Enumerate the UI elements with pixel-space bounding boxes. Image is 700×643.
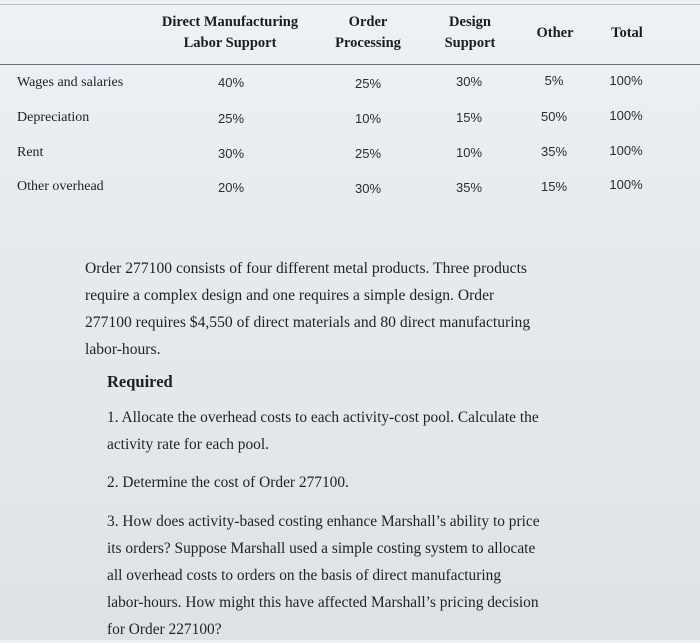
question-line: labor-hours. How might this have affected Marshall’s pricing decision — [107, 594, 539, 611]
cell-order: 30% — [354, 181, 382, 196]
header-order-processing — [318, 12, 418, 54]
cell-other: 35% — [540, 144, 568, 159]
allocation-table — [0, 0, 700, 210]
cell-dml: 20% — [217, 180, 245, 195]
cell-total: 100% — [609, 143, 643, 158]
question-line: 2. Determine the cost of Order 277100. — [107, 474, 349, 491]
cell-design: 15% — [455, 110, 483, 125]
header-design-line2: Support — [444, 35, 496, 51]
row-label: Wages and salaries — [17, 75, 124, 90]
cell-design: 30% — [455, 74, 483, 89]
row-label: Depreciation — [17, 110, 90, 125]
cell-total: 100% — [609, 177, 643, 192]
paragraph-line: labor-hours. — [85, 341, 161, 358]
cell-other: 50% — [540, 109, 568, 124]
paragraph-line: 277100 requires $4,550 of direct materials and 80 direct manufacturing — [85, 314, 531, 331]
problem-description — [85, 255, 645, 363]
question-line: 1. Allocate the overhead costs to each activity-cost pool. Calculate the — [107, 409, 539, 426]
header-other: Other — [536, 25, 574, 41]
cell-order: 25% — [354, 146, 382, 161]
header-dml-line2: Labor Support — [183, 35, 277, 51]
cell-design: 10% — [455, 145, 483, 160]
paragraph-line: Order 277100 consists of four different metal products. Three products — [85, 260, 528, 277]
question-1 — [107, 404, 652, 458]
cell-dml: 40% — [217, 75, 245, 90]
question-line: activity rate for each pool. — [107, 436, 269, 453]
cell-design: 35% — [455, 180, 483, 195]
cell-other: 5% — [544, 73, 564, 88]
cell-dml: 25% — [217, 111, 245, 126]
question-line: 3. How does activity-based costing enhance Marshall’s ability to price — [107, 513, 540, 530]
table-top-rule — [0, 4, 700, 5]
cell-other: 15% — [540, 179, 568, 194]
required-heading: Required — [107, 372, 173, 391]
question-line: all overhead costs to orders on the basis of direct manufacturing — [107, 567, 502, 584]
header-order-line2: Processing — [335, 35, 401, 51]
cell-order: 10% — [354, 111, 382, 126]
cell-dml: 30% — [217, 146, 245, 161]
question-line: its orders? Suppose Marshall used a simple costing system to allocate — [107, 540, 536, 557]
header-direct-manufacturing-labor-support — [150, 12, 310, 54]
question-3 — [107, 508, 652, 643]
question-line: for Order 227100? — [107, 621, 222, 638]
header-dml-line1: Direct Manufacturing — [161, 14, 299, 30]
header-design-support — [420, 12, 520, 54]
header-order-line1: Order — [348, 14, 388, 30]
paragraph-line: require a complex design and one requires a simple design. Order — [85, 287, 495, 304]
row-label: Other overhead — [17, 179, 104, 194]
question-2 — [107, 469, 652, 496]
row-label: Rent — [17, 145, 44, 160]
cell-total: 100% — [609, 108, 643, 123]
cell-order: 25% — [354, 76, 382, 91]
header-design-line1: Design — [449, 14, 491, 30]
table-header-rule — [0, 64, 700, 65]
header-total: Total — [611, 25, 643, 41]
cell-total: 100% — [609, 73, 643, 88]
